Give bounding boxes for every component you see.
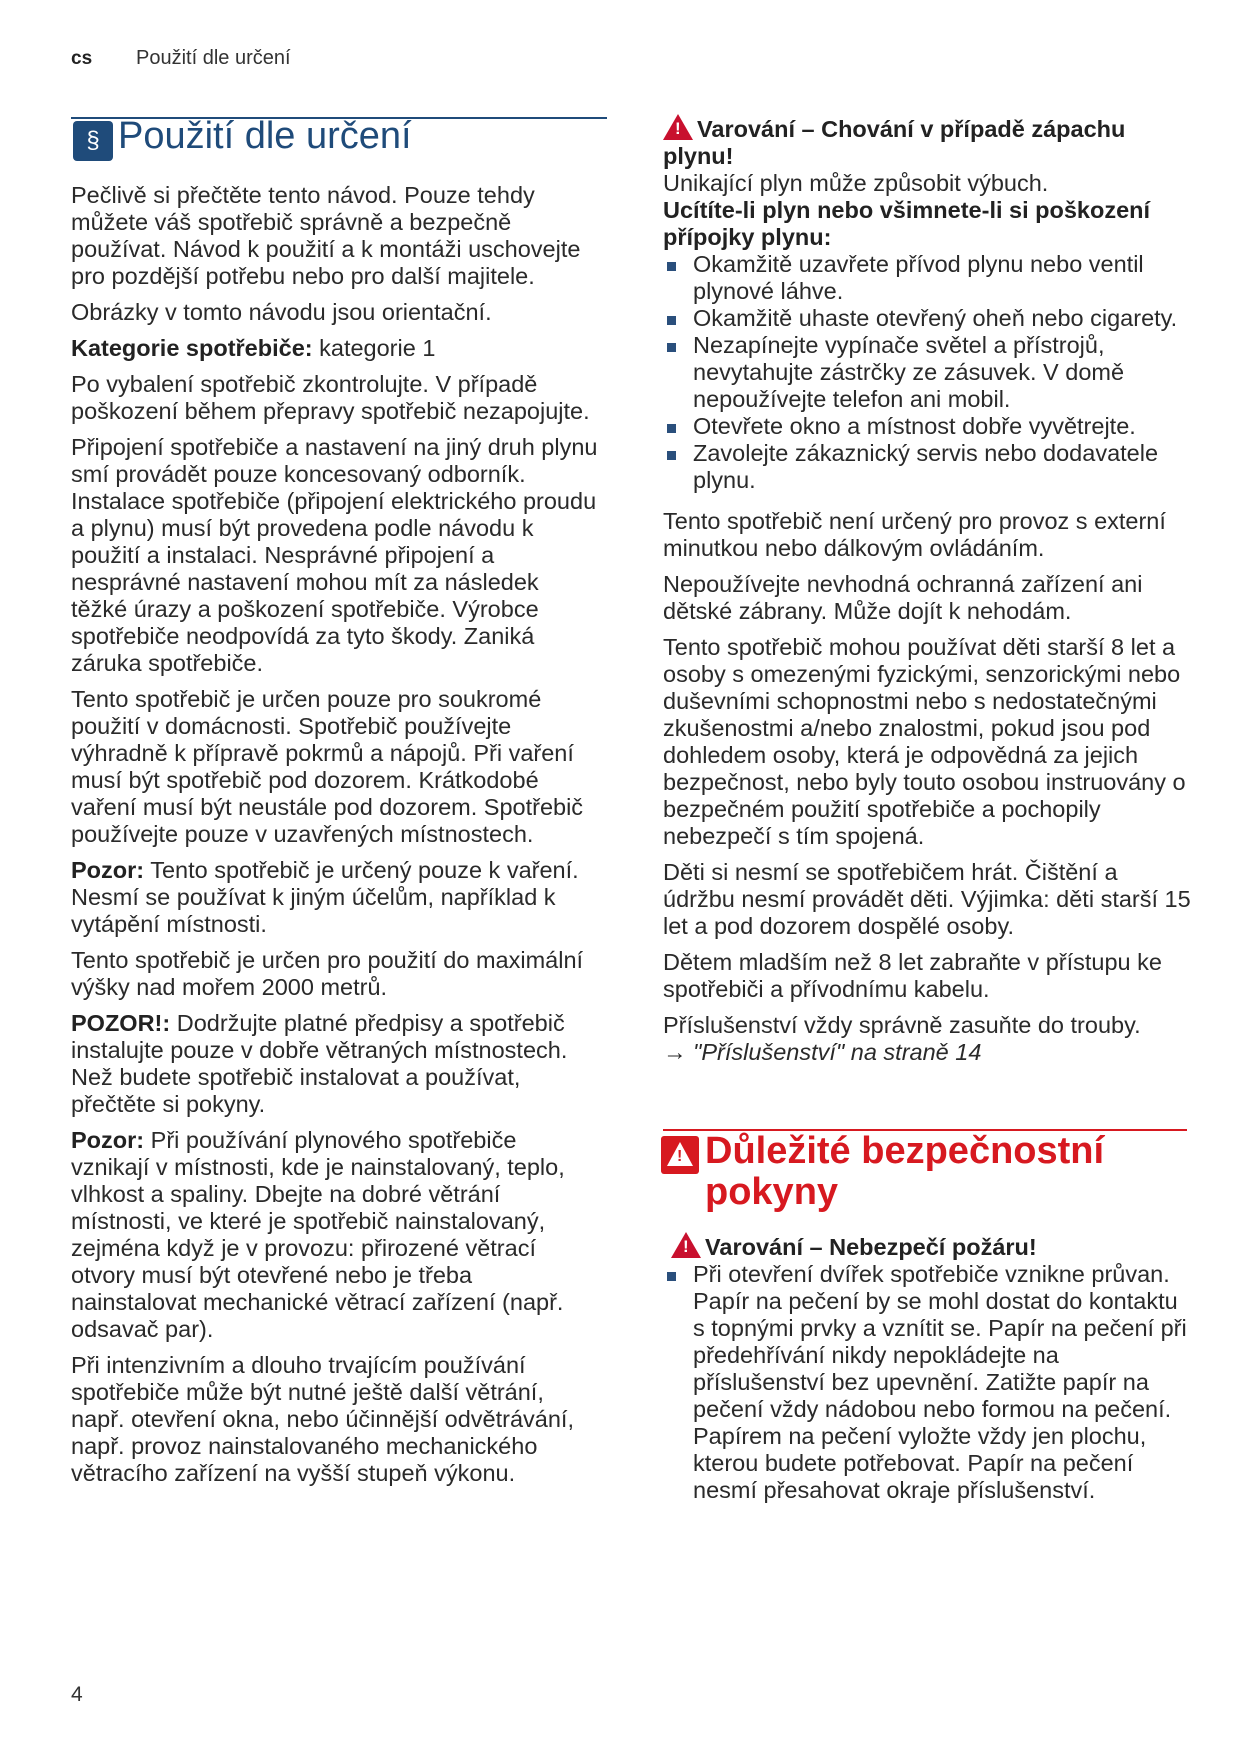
arrow-right-icon: →: [663, 1039, 687, 1065]
running-header-title: Použití dle určení: [136, 47, 291, 69]
gas-warning-list: [663, 251, 1195, 494]
paragraph-text: Dodržujte platné předpisy a spotřebič instalujte pouze v dobře větraných místnostech. Než budete spotřebič instalovat a používat, přečtěte si pokyny.: [71, 1010, 568, 1117]
paragraph: Nepoužívejte nevhodná ochranná zařízení ani dětské zábrany. Může dojít k nehodám.: [663, 571, 1143, 624]
list-item: Okamžitě uzavřete přívod plynu nebo ventil plynové láhve.: [663, 251, 1195, 305]
fire-warning-title: Varování – Nebezpečí požáru!: [705, 1234, 1037, 1260]
paragraph: Tento spotřebič je určen pouze pro soukromé použití v domácnosti. Spotřebič používejte výhradně k přípravě pokrmů a nápojů. Při vaření musí být spotřebič pod dozorem. Krátkodobé vaření musí být neustále pod dozorem. Spotřebič používejte pouze v uzavřených místnostech.: [71, 686, 584, 847]
paragraph: Děti si nesmí se spotřebičem hrát. Čištění a údržbu nesmí provádět děti. Výjimka: děti starší 15 let a pod dozorem dospělé osoby.: [663, 859, 1191, 939]
label-bold: Pozor:: [71, 1127, 145, 1153]
label-bold: POZOR!:: [71, 1010, 171, 1036]
label-bold: Kategorie spotřebiče:: [71, 335, 313, 361]
fire-warning-block: [663, 1232, 1195, 1504]
paragraph: [71, 857, 599, 938]
label-bold: Pozor:: [71, 857, 145, 883]
paragraph: Pečlivě si přečtěte tento návod. Pouze tehdy můžete váš spotřebič správně a bezpečně používat. Návod k použití a k montáži uschovejte pro pozdější potřebu nebo pro další majitele.: [71, 182, 581, 289]
paragraph-bold: [663, 197, 1195, 251]
paragraph-text: Tento spotřebič je určený pouze k vaření. Nesmí se používat k jiným účelům, například k vytápění místnosti.: [71, 857, 579, 937]
fire-warning-list: [663, 1261, 1195, 1504]
gas-warning-heading: [663, 114, 1195, 170]
paragraph: Unikající plyn může způsobit výbuch.: [663, 170, 1049, 196]
list-item: Okamžitě uhaste otevřený oheň nebo cigarety.: [663, 305, 1195, 332]
paragraph-text: Při používání plynového spotřebiče vznikají v místnosti, kde je nainstalovaný, teplo, vlhkost a spaliny. Dbejte na dobré větrání místnosti, ve které je spotřebič nainstalovaný, zejména když je v provozu: přirozené větrací otvory musí být otevřené nebo je třeba nainstalovat mechanické větrací zařízení (např. odsavač par).: [71, 1127, 565, 1342]
paragraph: Tento spotřebič je určen pro použití do maximální výšky nad mořem 2000 metrů.: [71, 947, 584, 1000]
paragraph: [71, 335, 599, 362]
hand-section-icon: §: [73, 121, 113, 161]
instruction-bold: Ucítíte-li plyn nebo všimnete-li si poškození přípojky plynu:: [663, 197, 1151, 250]
list-item: Otevřete okno a místnost dobře vyvětrejte.: [663, 413, 1195, 440]
page-number: 4: [71, 1683, 83, 1706]
fire-warning-heading: [663, 1232, 1195, 1261]
warning-triangle-icon: [663, 114, 693, 140]
warning-square-icon: !: [661, 1136, 699, 1174]
paragraph: Obrázky v tomto návodu jsou orientační.: [71, 299, 492, 325]
cross-reference[interactable]: [663, 1039, 1195, 1066]
paragraph: [71, 1010, 599, 1118]
warning-triangle-icon: [671, 1232, 701, 1258]
list-item: Zavolejte zákaznický servis nebo dodavatele plynu.: [663, 440, 1195, 494]
cross-reference-link[interactable]: "Příslušenství" na straně 14: [693, 1039, 982, 1065]
section-title: Použití dle určení: [118, 115, 412, 157]
list-item: Při otevření dvířek spotřebiče vznikne průvan. Papír na pečení by se mohl dostat do kontaktu s topnými prvky a vznítit se. Papír na pečení při předehřívání nikdy nepokládejte na příslušenství bez upevnění. Zatižte papír na pečení vždy nádobou nebo formou na pečení. Papírem na pečení vyložte vždy jen plochu, kterou budete potřebovat. Papír na pečení nesmí přesahovat okraje příslušenství.: [663, 1261, 1195, 1504]
paragraph: Po vybalení spotřebič zkontrolujte. V případě poškození během přepravy spotřebič nezapojujte.: [71, 371, 590, 424]
paragraph-text: kategorie 1: [312, 335, 436, 361]
paragraph: Tento spotřebič mohou používat děti starší 8 let a osoby s omezenými fyzickými, senzorickými nebo duševními schopnostmi nebo s nedostatečnými zkušenostmi a/nebo znalostmi, pokud jsou pod dohledem osoby, která je odpovědná za jejich bezpečnost, nebo byly touto osobou instruovány o bezpečném použití spotřebiče a pochopily nebezpečí s tím spojená.: [663, 634, 1186, 849]
paragraph: [71, 1127, 599, 1343]
left-column: [71, 182, 599, 1487]
paragraph: Příslušenství vždy správně zasuňte do trouby.: [663, 1012, 1141, 1038]
language-code: cs: [71, 48, 93, 69]
gas-warning-title: Varování – Chování v případě zápachu plynu!: [663, 116, 1126, 169]
list-item: Nezapínejte vypínače světel a přístrojů, nevytahujte zástrčky ze zásuvek. V domě nepoužívejte telefon ani mobil.: [663, 332, 1195, 413]
right-column-top: [663, 114, 1195, 1066]
paragraph: Při intenzivním a dlouho trvajícím používání spotřebiče může být nutné ještě další větrání, např. otevření okna, nebo účinnější odvětrávání, např. provoz nainstalovaného mechanického větracího zařízení na vyšší stupeň výkonu.: [71, 1352, 574, 1486]
paragraph: Připojení spotřebiče a nastavení na jiný druh plynu smí provádět pouze koncesovaný odborník. Instalace spotřebiče (připojení elektrického proudu a plynu) musí být provedena podle návodu k použití a instalaci. Nesprávné připojení a nesprávné nastavení mohou mít za následek těžké úrazy a poškození spotřebiče. Výrobce spotřebiče neodpovídá za tyto škody. Zaniká záruka spotřebiče.: [71, 434, 598, 676]
paragraph: Dětem mladším než 8 let zabraňte v přístupu ke spotřebiči a přívodnímu kabelu.: [663, 949, 1162, 1002]
paragraph: Tento spotřebič není určený pro provoz s externí minutkou nebo dálkovým ovládáním.: [663, 508, 1166, 561]
safety-section-title: Důležité bezpečnostní pokyny: [705, 1130, 1105, 1213]
